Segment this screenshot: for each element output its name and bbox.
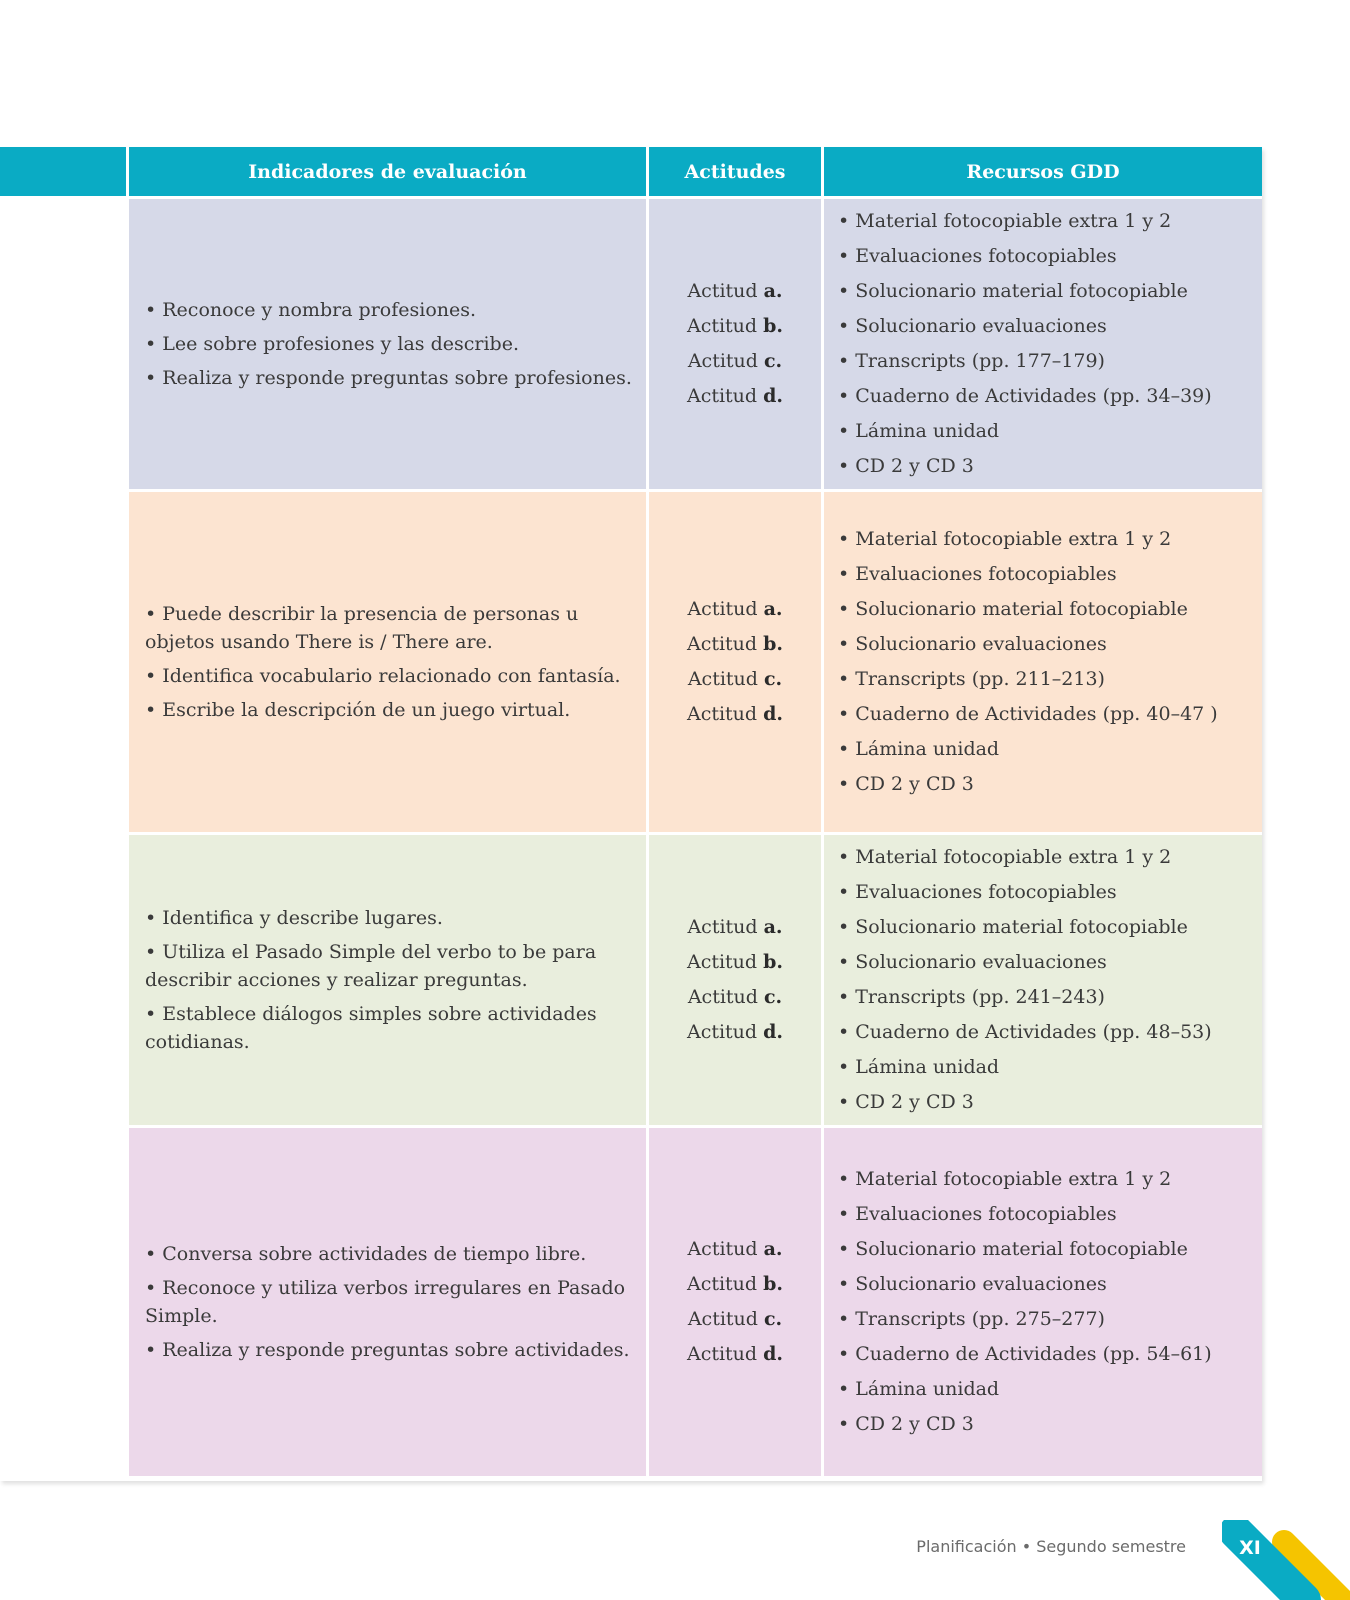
attitude-item: Actitud d. (686, 703, 784, 725)
resource-item: • Evaluaciones fotocopiables (838, 563, 1117, 585)
attitude-item: Actitud c. (687, 1308, 783, 1330)
attitude-item: Actitud c. (687, 668, 783, 690)
indicators-cell (129, 835, 646, 1125)
attitude-item: Actitud d. (686, 385, 784, 407)
resource-item: • Solucionario evaluaciones (838, 1273, 1107, 1295)
resource-item: • Material fotocopiable extra 1 y 2 (838, 210, 1172, 232)
resource-item: • Material fotocopiable extra 1 y 2 (838, 528, 1172, 550)
resources-cell (824, 199, 1262, 489)
resource-item: • CD 2 y CD 3 (838, 1091, 974, 1113)
resource-item: • Evaluaciones fotocopiables (838, 881, 1117, 903)
resource-item: • Solucionario material fotocopiable (838, 598, 1188, 620)
attitude-item: Actitud a. (687, 598, 783, 620)
indicator-item: • Realiza y responde preguntas sobre actividades. (145, 1339, 630, 1361)
planning-table (0, 147, 1262, 1481)
attitude-item: Actitud c. (687, 350, 783, 372)
resource-item: • Evaluaciones fotocopiables (838, 245, 1117, 267)
resources-cell (824, 835, 1262, 1125)
indicator-item: • Escribe la descripción de un juego virtual. (145, 699, 571, 721)
attitude-item: Actitud d. (686, 1343, 784, 1365)
resources-cell (824, 1128, 1262, 1476)
attitude-item: Actitud c. (687, 986, 783, 1008)
left-body-strip (0, 198, 126, 1481)
attitude-item: Actitud b. (686, 315, 784, 337)
attitude-item: Actitud b. (686, 951, 784, 973)
resource-item: • Lámina unidad (838, 420, 1000, 442)
resource-item: • Cuaderno de Actividades (pp. 54–61) (838, 1343, 1212, 1365)
resource-item: • Lámina unidad (838, 738, 1000, 760)
attitude-item: Actitud a. (687, 280, 783, 302)
resource-item: • Lámina unidad (838, 1056, 1000, 1078)
attitude-item: Actitud b. (686, 633, 784, 655)
header-indicadores: Indicadores de evaluación (129, 147, 646, 196)
indicator-item: • Identifica vocabulario relacionado con fantasía. (145, 665, 621, 687)
resource-item: • Material fotocopiable extra 1 y 2 (838, 846, 1172, 868)
header-recursos: Recursos GDD (824, 147, 1262, 196)
indicator-item: • Establece diálogos simples sobre actividades cotidianas. (145, 1003, 597, 1053)
indicator-item: • Lee sobre profesiones y las describe. (145, 333, 519, 355)
resource-item: • Transcripts (pp. 211–213) (838, 668, 1105, 690)
resource-item: • CD 2 y CD 3 (838, 1413, 974, 1435)
attitudes-cell (649, 1128, 821, 1476)
attitude-item: Actitud d. (686, 1021, 784, 1043)
indicator-item: • Reconoce y nombra profesiones. (145, 299, 477, 321)
resource-item: • Transcripts (pp. 177–179) (838, 350, 1105, 372)
indicators-cell (129, 1128, 646, 1476)
resource-item: • Material fotocopiable extra 1 y 2 (838, 1168, 1172, 1190)
table-grid (129, 147, 1262, 1476)
attitude-item: Actitud b. (686, 1273, 784, 1295)
resource-item: • Cuaderno de Actividades (pp. 34–39) (838, 385, 1212, 407)
attitudes-cell (649, 492, 821, 832)
resource-item: • Solucionario material fotocopiable (838, 916, 1188, 938)
footer-label: Planificación • Segundo semestre (916, 1537, 1186, 1556)
indicators-cell (129, 199, 646, 489)
resources-cell (824, 492, 1262, 832)
resource-item: • Solucionario material fotocopiable (838, 1238, 1188, 1260)
resource-item: • Lámina unidad (838, 1378, 1000, 1400)
resource-item: • Solucionario material fotocopiable (838, 280, 1188, 302)
left-header-strip (0, 147, 126, 196)
indicator-item: • Utiliza el Pasado Simple del verbo to be para describir acciones y realizar preguntas. (145, 941, 597, 991)
page-number: XI (1239, 1537, 1261, 1559)
indicator-item: • Conversa sobre actividades de tiempo libre. (145, 1243, 587, 1265)
indicator-item: • Puede describir la presencia de personas u objetos usando There is / There are. (145, 603, 579, 653)
attitudes-cell (649, 199, 821, 489)
resource-item: • CD 2 y CD 3 (838, 455, 974, 477)
header-actitudes: Actitudes (649, 147, 821, 196)
resource-item: • Solucionario evaluaciones (838, 315, 1107, 337)
resource-item: • Cuaderno de Actividades (pp. 40–47 ) (838, 703, 1218, 725)
resource-item: • Transcripts (pp. 241–243) (838, 986, 1105, 1008)
indicator-item: • Realiza y responde preguntas sobre profesiones. (145, 367, 632, 389)
resource-item: • Solucionario evaluaciones (838, 951, 1107, 973)
indicators-cell (129, 492, 646, 832)
attitude-item: Actitud a. (687, 916, 783, 938)
resource-item: • Transcripts (pp. 275–277) (838, 1308, 1105, 1330)
indicator-item: • Reconoce y utiliza verbos irregulares en Pasado Simple. (145, 1277, 626, 1327)
resource-item: • Evaluaciones fotocopiables (838, 1203, 1117, 1225)
resource-item: • Solucionario evaluaciones (838, 633, 1107, 655)
page-badge-icon (1222, 1520, 1350, 1600)
attitude-item: Actitud a. (687, 1238, 783, 1260)
indicator-item: • Identifica y describe lugares. (145, 907, 443, 929)
resource-item: • Cuaderno de Actividades (pp. 48–53) (838, 1021, 1212, 1043)
attitudes-cell (649, 835, 821, 1125)
resource-item: • CD 2 y CD 3 (838, 773, 974, 795)
